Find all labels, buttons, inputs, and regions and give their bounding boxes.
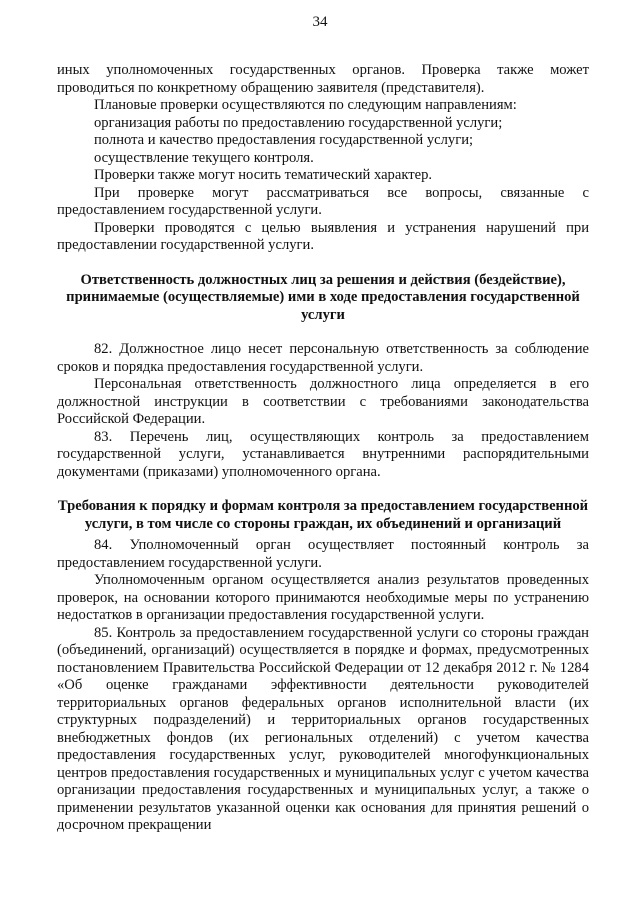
paragraph-group-control (57, 537, 589, 835)
paragraph-group-inspections (57, 62, 589, 255)
paragraph: Проверки также могут носить тематический характер. (94, 167, 433, 183)
paragraph: Проверки проводятся с целью выявления и устранения нарушений при предоставлении государственной услуги. (57, 219, 589, 253)
paragraph: 82. Должностное лицо несет персональную ответственность за соблюдение сроков и порядка предоставления государственной услуги. (57, 341, 589, 375)
paragraph: иных уполномоченных государственных органов. Проверка также может проводиться по конкретному обращению заявителя (представителя). (57, 62, 589, 96)
document-body (57, 62, 589, 835)
paragraph: Персональная ответственность должностного лица определяется в его должностной инструкции в соответствии с требованиями законодательства Российской Федерации. (57, 376, 589, 427)
paragraph: организация работы по предоставлению государственной услуги; (94, 114, 503, 131)
paragraph: 84. Уполномоченный орган осуществляет постоянный контроль за предоставлением государственной услуги. (57, 537, 589, 571)
paragraph: полнота и качество предоставления государственной услуги; (94, 132, 474, 148)
paragraph: осуществление текущего контроля. (94, 149, 314, 166)
paragraph: 85. Контроль за предоставлением государственной услуги со стороны граждан (объединений, организаций) осуществляется в порядке и формах, предусмотренных постановлением Правительства Российской Федерации от 12 декабря 2012 г. № 1284 «Об оценке гражданами эффективности деятельности руководителей территориальных органов федеральных органов исполнительной власти (их структурных подразделений) и территориальных органов государственных внебюджетных фондов (их региональных отделений) с учетом качества предоставления государственных услуг, руководителей многофункциональных центров предоставления государственных и муниципальных услуг с учетом качества организации предоставления государственных и муниципальных услуг, а также о применении результатов указанной оценки как основания для принятия решений о досрочном прекращении (57, 624, 589, 833)
paragraph: Уполномоченным органом осуществляется анализ результатов проведенных проверок, на основании которого принимаются необходимые меры по устранению недостатков в организации предоставления государственной услуги. (57, 572, 589, 623)
section-heading-control-requirements: Требования к порядку и формам контроля за предоставлением государственной услуги, в том числе со стороны граждан, их объединений и организаций (57, 498, 589, 532)
paragraph-group-responsibility (57, 341, 589, 481)
section-heading-responsibility: Ответственность должностных лиц за решения и действия (бездействие), принимаемые (осуществляемые) ими в ходе предоставления государственной услуги (66, 271, 580, 323)
paragraph: При проверке могут рассматриваться все вопросы, связанные с предоставлением государственной услуги. (57, 184, 589, 218)
paragraph: Плановые проверки осуществляются по следующим направлениям: (94, 97, 517, 113)
paragraph: 83. Перечень лиц, осуществляющих контроль за предоставлением государственной услуги, устанавливается внутренними распорядительными документами (приказами) уполномоченного органа. (57, 428, 589, 480)
page-number: 34 (312, 14, 328, 30)
